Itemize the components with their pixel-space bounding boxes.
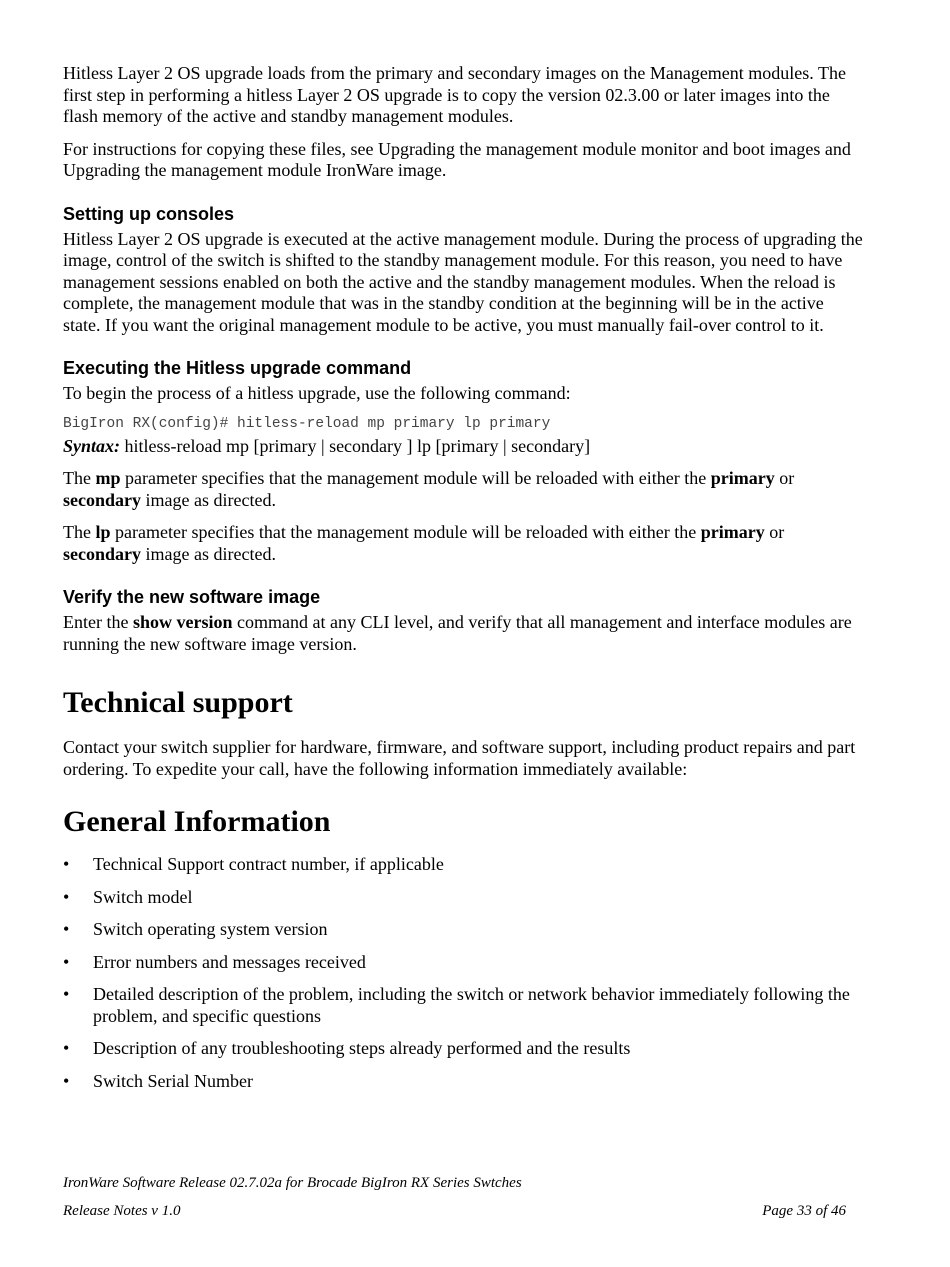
text-segment: image as directed. [141, 489, 276, 510]
hitless-command-heading: Executing the Hitless upgrade command [63, 358, 412, 378]
bullet-icon: • [63, 886, 70, 907]
list-item [63, 952, 863, 974]
text-segment: The [63, 522, 96, 542]
list-item [63, 984, 863, 1027]
list-item [63, 854, 863, 876]
document-body [63, 63, 863, 1092]
list-item [63, 1038, 863, 1060]
text-segment: parameter specifies that the management module will be reloaded with either the [110, 522, 701, 542]
text-segment: command at any CLI level, and verify that all management and interface modules are running the new software image version. [63, 612, 852, 654]
list-item-text: Switch operating system version [93, 919, 328, 939]
mp-keyword: mp [95, 468, 121, 488]
mp-parameter-paragraph [63, 468, 863, 511]
general-information-list [63, 854, 863, 1092]
text-segment: Enter the [63, 612, 133, 632]
list-item-text: Error numbers and messages received [93, 951, 366, 972]
bullet-icon: • [63, 854, 70, 874]
list-item [63, 887, 863, 909]
footer-bottom-line [63, 1202, 846, 1220]
list-item-text: Switch model [93, 886, 193, 907]
bullet-icon: • [63, 1070, 70, 1091]
general-information-heading: General Information [63, 805, 331, 838]
text-segment: or [774, 468, 795, 488]
list-item [63, 919, 863, 941]
footer-page-number: Page 33 of 46 [762, 1203, 846, 1219]
technical-support-paragraph: Contact your switch supplier for hardware, firmware, and software support, including product repairs and part ordering. To expedite your call, have the following information immediately available: [63, 737, 856, 779]
setting-up-consoles-heading: Setting up consoles [63, 203, 235, 224]
primary-keyword: primary [700, 522, 765, 542]
text-segment: image as directed. [141, 543, 276, 564]
text-segment: The [63, 468, 96, 488]
technical-support-heading: Technical support [63, 686, 293, 719]
verify-heading: Verify the new software image [63, 587, 321, 607]
hitless-command-intro: To begin the process of a hitless upgrade, use the following command: [63, 383, 571, 403]
syntax-text: hitless-reload mp [primary | secondary ] lp [primary | secondary] [120, 435, 591, 456]
syntax-label: Syntax: [63, 435, 121, 456]
bullet-icon: • [63, 919, 70, 939]
intro-paragraph-2: For instructions for copying these files, see Upgrading the management module monitor and boot images and Upgrading the management module IronWare image. [63, 138, 851, 180]
list-item-text: Switch Serial Number [93, 1070, 253, 1091]
secondary-keyword: secondary [63, 543, 141, 564]
lp-parameter-paragraph [63, 522, 863, 565]
hitless-command-example: BigIron RX(config)# hitless-reload mp primary lp primary [63, 415, 551, 432]
text-segment: parameter specifies that the management module will be reloaded with either the [120, 468, 711, 488]
primary-keyword: primary [710, 468, 775, 488]
footer-release-notes-version: Release Notes v 1.0 [63, 1203, 181, 1219]
footer-release-line: IronWare Software Release 02.7.02a for Brocade BigIron RX Series Swtches [63, 1175, 522, 1191]
syntax-line [63, 436, 863, 458]
list-item [63, 1071, 863, 1093]
bullet-icon: • [63, 951, 70, 972]
setting-up-consoles-paragraph: Hitless Layer 2 OS upgrade is executed at the active management module. During the process of upgrading the image, control of the switch is shifted to the standby management module. For this reason, you need to have management sessions enabled on both the active and the standby management modules. When the reload is complete, the management module that was in the standby condition at the beginning will be in the active state. If you want the original management module to be active, you must manually fail-over control to it. [63, 228, 863, 335]
bullet-icon: • [63, 1038, 70, 1058]
intro-paragraph-1: Hitless Layer 2 OS upgrade loads from the primary and secondary images on the Management modules. The first step in performing a hitless Layer 2 OS upgrade is to copy the version 02.3.00 or later images into the flash memory of the active and standby management modules. [63, 63, 846, 126]
verify-paragraph [63, 612, 863, 655]
show-version-keyword: show version [132, 612, 233, 632]
list-item-text: Detailed description of the problem, including the switch or network behavior immediately following the problem, and specific questions [93, 984, 850, 1026]
bullet-icon: • [63, 984, 70, 1004]
text-segment: or [764, 522, 785, 542]
secondary-keyword: secondary [63, 489, 141, 510]
list-item-text: Description of any troubleshooting steps already performed and the results [93, 1038, 631, 1058]
list-item-text: Technical Support contract number, if applicable [93, 854, 444, 874]
lp-keyword: lp [95, 522, 111, 542]
